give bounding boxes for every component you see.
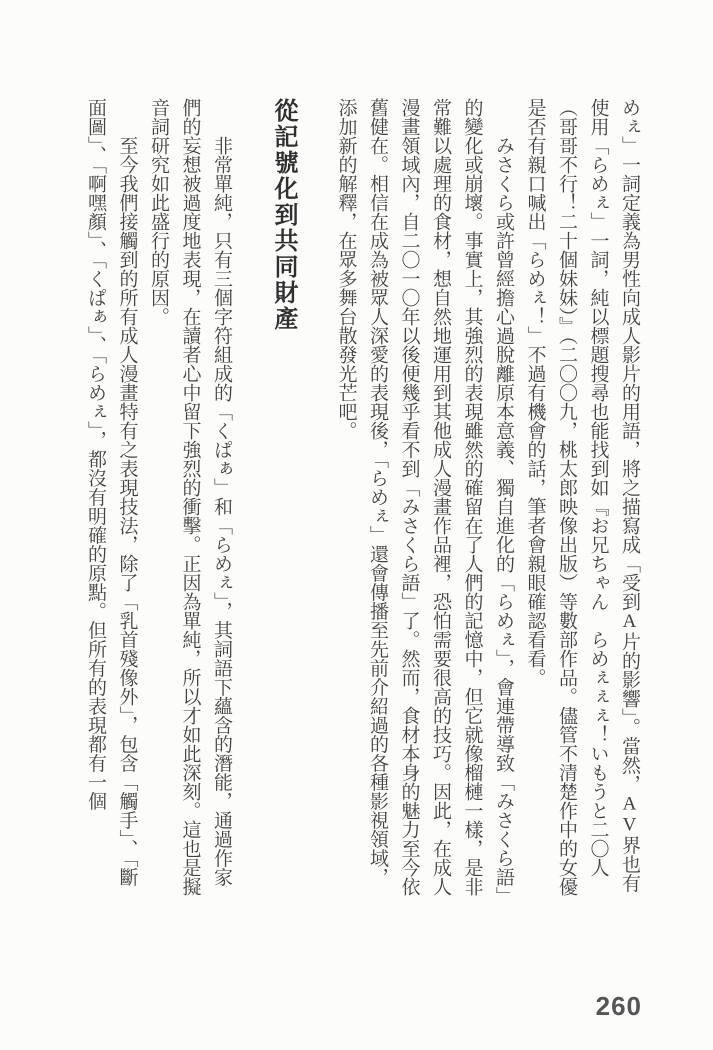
vertical-text-block xyxy=(79,98,645,898)
paragraph: みさくら或許曾經擔心過脫離原本意義、獨自進化的「らめぇ」，會連帶導致「みさくら語」的變化或崩壞。事實上，其強烈的表現雖然的確留在了人們的記憶中，但它就像榴槤一樣，是非常難以處理的食材，想自然地運用到其他成人漫畫作品裡，恐怕需要很高的技巧。因此，在成人漫畫領域內，自二〇一〇年以後便幾乎看不到「みさくら語」了。然而，食材本身的魅力至今依舊健在。相信在成為被眾人深愛的表現後，「らめぇ」還會傳播至先前介紹過的各種影視領域，添加新的解釋，在眾多舞台散發光芒吧。 xyxy=(335,98,514,896)
paragraph-continuation: めぇ」一詞定義為男性向成人影片的用語，將之描寫成「受到A片的影響」。當然，AV界也有使用「らめぇ」一詞，純以標題搜尋也能找到如『お兄ちゃん らめぇぇぇ！いもうと二〇人（哥哥不行！二十個妹妹）』（二〇〇九，桃太郎映像出版）等數部作品。儘管不清楚作中的女優是否有親口喊出「らめぇ！」不過有機會的話，筆者會親眼確認看看。 xyxy=(524,98,640,896)
section-title: 從記號化到共同財產 xyxy=(270,98,297,332)
paragraph: 非常單純，只有三個字符組成的「くぱぁ」和「らめぇ」，其詞語下蘊含的潛能，通過作家們的妄想被過度地表現，在讀者心中留下強烈的衝擊。正因為單純，所以才如此深刻。這也是擬音詞研究如此盛行的原因。 xyxy=(148,98,232,896)
page-number: 260 xyxy=(595,991,642,1021)
paragraph: 至今我們接觸到的所有成人漫畫特有之表現技法，除了「乳首殘像外」，包含「觸手」、「斷面圖」、「啊嘿顏」、「くぱぁ」、「らめぇ」，都沒有明確的原點。但所有的表現都有一個 xyxy=(85,98,138,887)
